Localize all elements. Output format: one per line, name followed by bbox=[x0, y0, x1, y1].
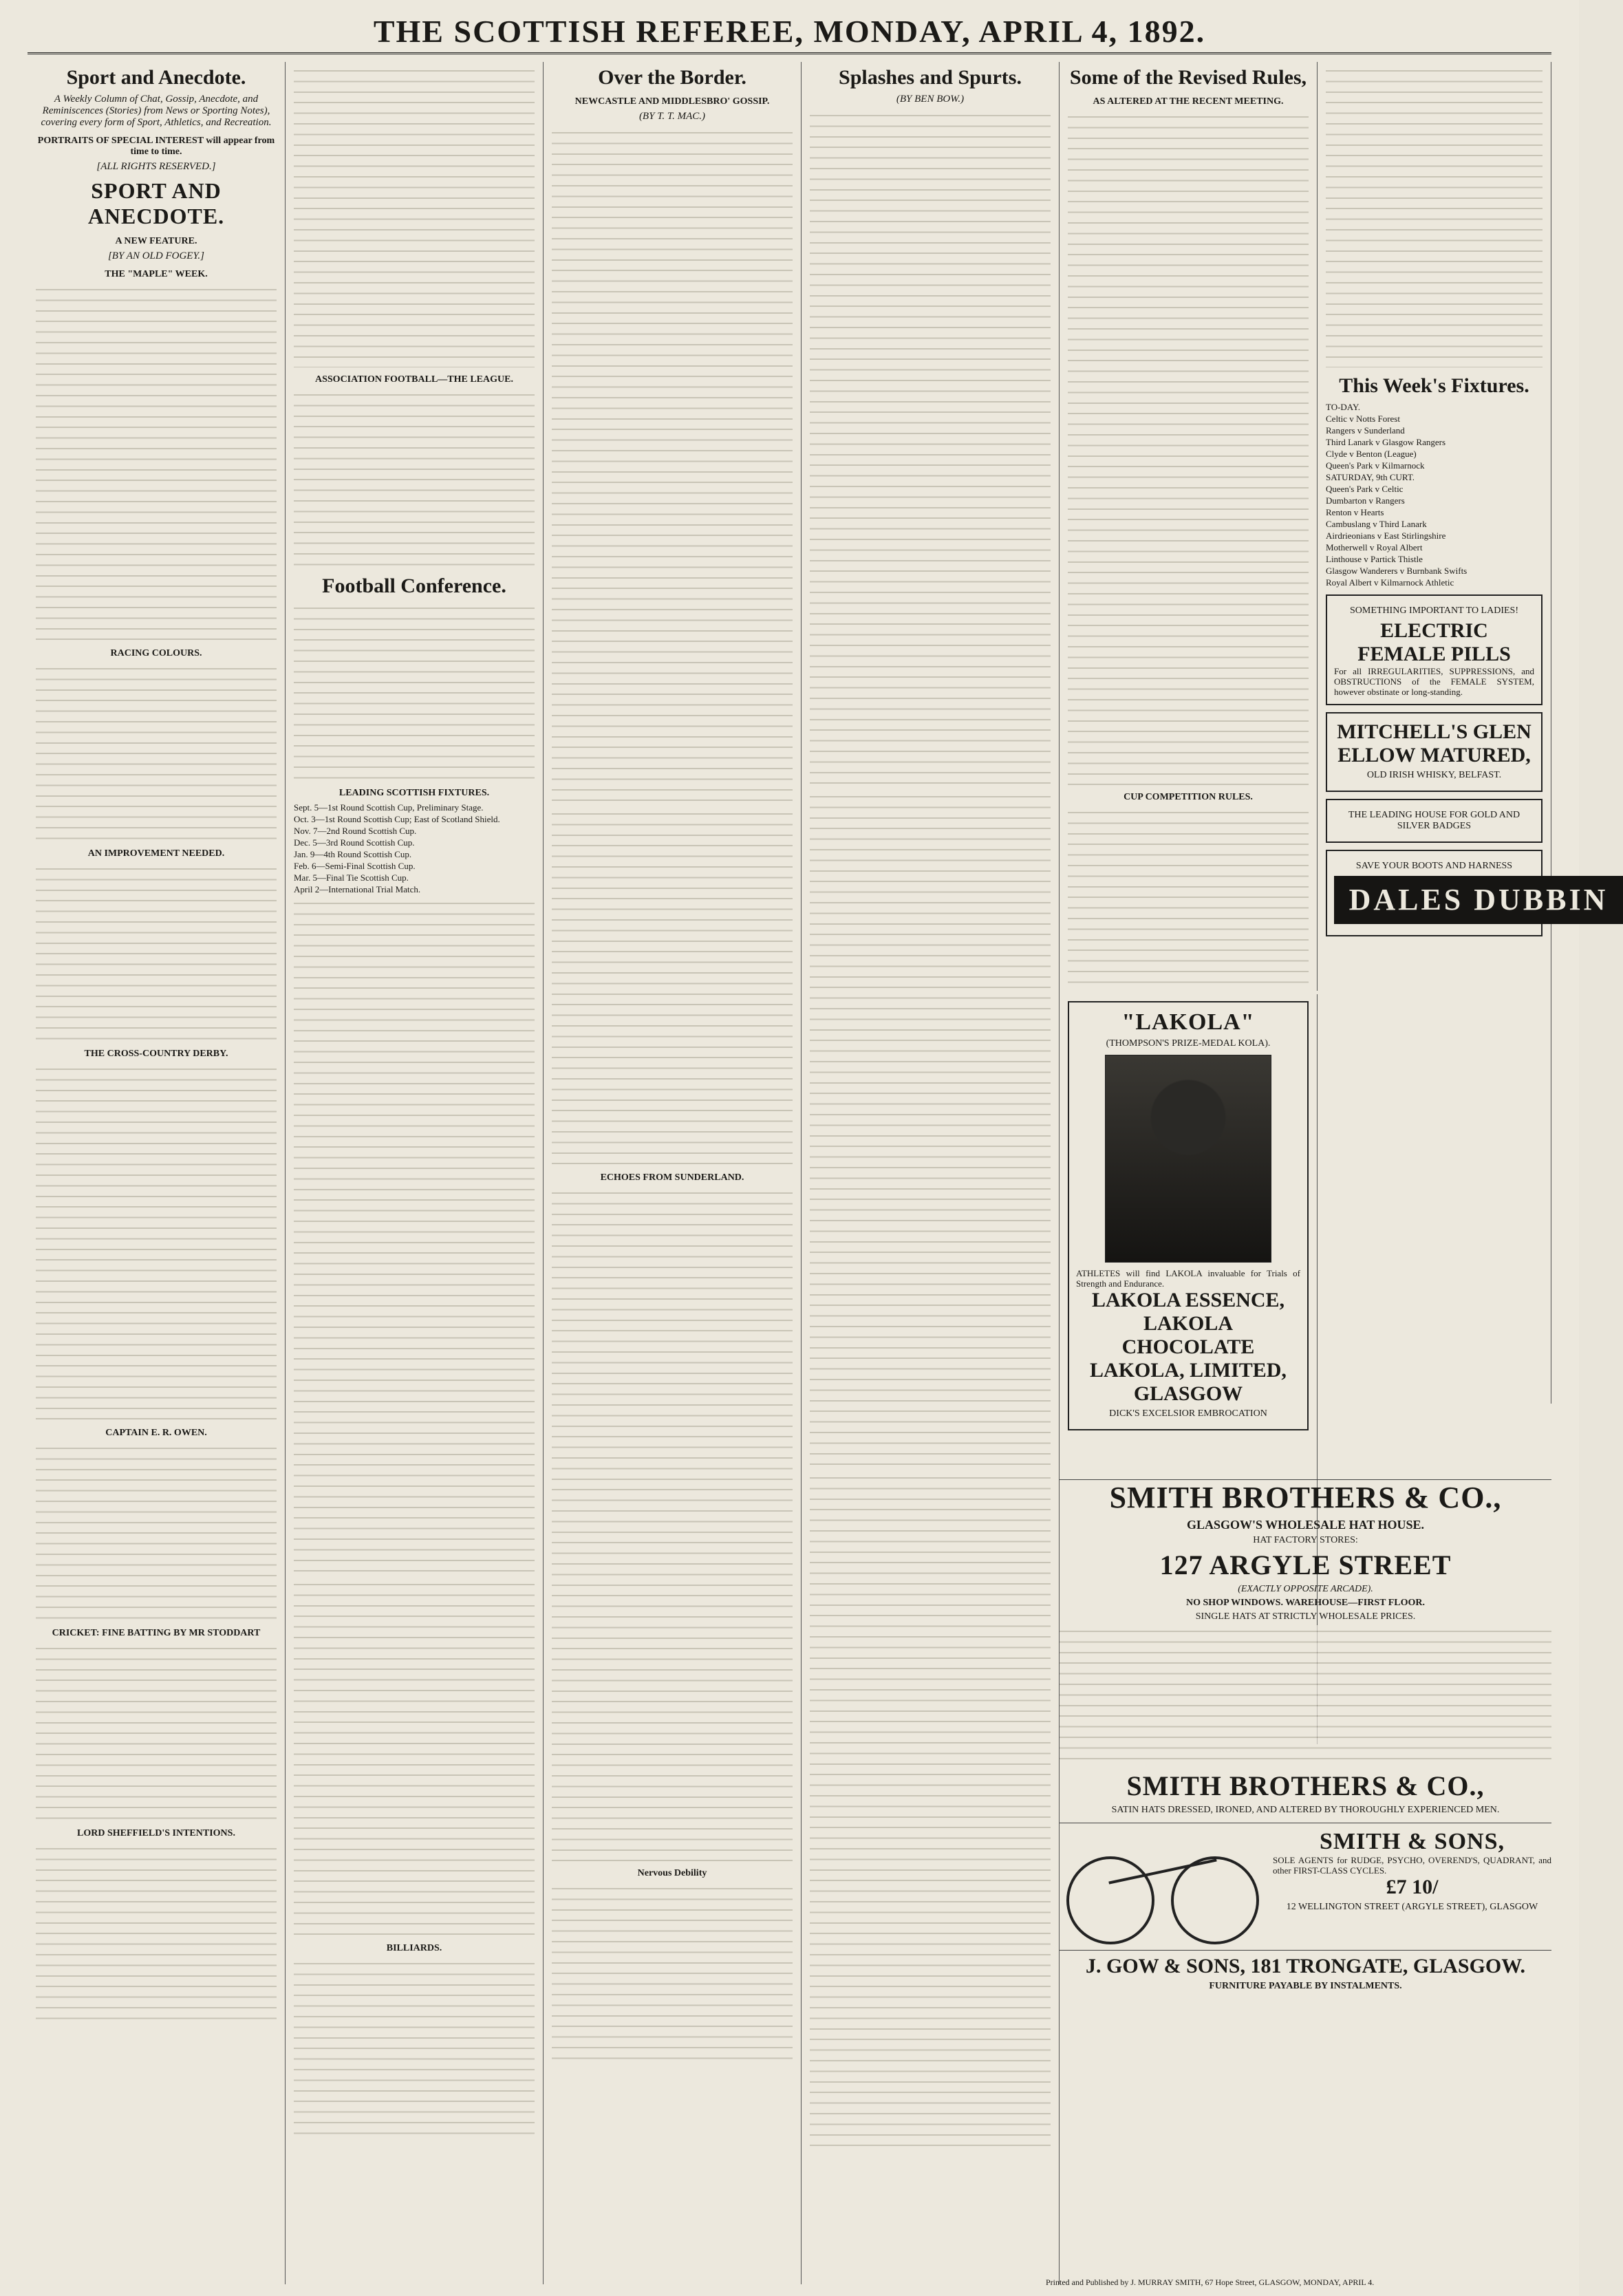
ad-title: J. GOW & SONS, 181 TRONGATE, GLASGOW. bbox=[1085, 1955, 1526, 1977]
wheel-shape bbox=[1171, 1856, 1259, 1944]
fixture-item: Feb. 6—Semi-Final Scottish Cup. bbox=[294, 861, 416, 871]
wheel-shape bbox=[1066, 1856, 1154, 1944]
lakola-box bbox=[1068, 1001, 1309, 1430]
feature-label: A NEW FEATURE. bbox=[115, 236, 197, 246]
fixture-list bbox=[294, 802, 535, 894]
column-heading: Sport and Anecdote. bbox=[66, 66, 246, 89]
subheading: Nervous Debility bbox=[637, 1868, 707, 1878]
subheading: CUP COMPETITION RULES. bbox=[1124, 792, 1253, 802]
column-revised-rules bbox=[1060, 62, 1318, 991]
fixture-item: April 2—International Trial Match. bbox=[294, 884, 421, 894]
ad-title: MITCHELL'S GLEN ELLOW MATURED, bbox=[1337, 720, 1531, 766]
strongman-illustration bbox=[1105, 1055, 1271, 1263]
ad-pre: SOMETHING IMPORTANT TO LADIES! bbox=[1350, 605, 1518, 616]
ad-sub: NO SHOP WINDOWS. WAREHOUSE—FIRST FLOOR. bbox=[1186, 1598, 1425, 1608]
fixture-item: Dumbarton v Rangers bbox=[1326, 495, 1405, 506]
ad-text: For all IRREGULARITIES, SUPPRESSIONS, and OBSTRUCTIONS of the FEMALE SYSTEM, however obstinate or long-standing. bbox=[1334, 666, 1534, 697]
body-text bbox=[810, 1472, 1051, 2146]
ad-text: SOLE AGENTS for RUDGE, PSYCHO, OVEREND'S, QUADRANT, and other FIRST-CLASS CYCLES. bbox=[1273, 1855, 1551, 1876]
column-fixtures-and-ads bbox=[1318, 62, 1609, 1404]
body-text bbox=[294, 1578, 535, 1936]
body-text bbox=[36, 663, 277, 841]
body-text bbox=[810, 109, 1051, 784]
body-text bbox=[36, 1642, 277, 1821]
whisky-advert bbox=[1326, 712, 1543, 792]
weekly-fixtures bbox=[1326, 402, 1543, 588]
fixture-item: Cambuslang v Third Lanark bbox=[1326, 519, 1427, 529]
column-over-the-border bbox=[544, 62, 802, 2284]
column-heading: Some of the Revised Rules, bbox=[1069, 66, 1307, 89]
subheading: LEADING SCOTTISH FIXTURES. bbox=[338, 788, 490, 798]
fixture-item: Royal Albert v Kilmarnock Athletic bbox=[1326, 577, 1454, 588]
body-text bbox=[1068, 806, 1309, 985]
body-text bbox=[36, 1063, 277, 1421]
ad-pre: SAVE YOUR BOOTS AND HARNESS bbox=[1355, 861, 1513, 871]
subheading: NEWCASTLE AND MIDDLESBRO' GOSSIP. bbox=[574, 96, 770, 107]
body-text bbox=[810, 791, 1051, 1465]
ad-sub: OLD IRISH WHISKY, BELFAST. bbox=[1366, 770, 1502, 780]
byline: (BY T. T. MAC.) bbox=[638, 111, 706, 122]
column-football-conference bbox=[286, 62, 544, 2284]
fixture-item: Celtic v Notts Forest bbox=[1326, 414, 1400, 424]
ad-heading: LAKOLA, LIMITED, GLASGOW bbox=[1090, 1359, 1287, 1405]
subheading: AS ALTERED AT THE RECENT MEETING. bbox=[1093, 96, 1284, 107]
fixture-item: Rangers v Sunderland bbox=[1326, 425, 1405, 436]
body-text bbox=[294, 602, 535, 781]
subheading: CRICKET: FINE BATTING BY MR STODDART bbox=[52, 1628, 261, 1638]
ad-sub: HAT FACTORY STORES: bbox=[1253, 1535, 1358, 1545]
ad-sub: GLASGOW'S WHOLESALE HAT HOUSE. bbox=[1186, 1518, 1425, 1532]
bicycle-illustration bbox=[1060, 1829, 1266, 1946]
intro-text: A Weekly Column of Chat, Gossip, Anecdote, and Reminiscences (Stories) from News or Sporting Notes), covering every form of Sport, Athletics, and Recreation. bbox=[41, 94, 272, 128]
imprint: Printed and Published by J. MURRAY SMITH, 67 Hope Street, GLASGOW, MONDAY, APRIL 4. bbox=[1046, 2277, 1375, 2287]
body-text bbox=[36, 863, 277, 1042]
fixture-item: TO-DAY. bbox=[1326, 402, 1360, 412]
subheading: RACING COLOURS. bbox=[110, 648, 202, 658]
fixture-item: Jan. 9—4th Round Scottish Cup. bbox=[294, 849, 412, 859]
body-text bbox=[552, 808, 793, 1166]
subheading: THE "MAPLE" WEEK. bbox=[105, 269, 208, 279]
subheading: ECHOES FROM SUNDERLAND. bbox=[600, 1172, 744, 1183]
byline: (BY BEN BOW.) bbox=[896, 94, 965, 105]
column-splashes-and-spurts bbox=[802, 62, 1060, 2284]
body-text bbox=[294, 897, 535, 1571]
ad-title: SMITH BROTHERS & CO., bbox=[1126, 1770, 1485, 1801]
column-heading: Splashes and Spurts. bbox=[839, 66, 1022, 89]
ad-sub: (THOMPSON'S PRIZE-MEDAL KOLA). bbox=[1106, 1038, 1271, 1049]
column-heading: Football Conference. bbox=[322, 575, 506, 597]
fixture-item: Linthouse v Partick Thistle bbox=[1326, 554, 1423, 564]
body-text bbox=[1068, 111, 1309, 785]
ad-title: THE LEADING HOUSE FOR GOLD AND SILVER BADGES bbox=[1348, 810, 1520, 831]
body-text bbox=[36, 1843, 277, 2021]
ad-sub: (EXACTLY OPPOSITE ARCADE). bbox=[1238, 1584, 1373, 1594]
ad-sub: SINGLE HATS AT STRICTLY WHOLESALE PRICES. bbox=[1195, 1611, 1416, 1622]
fixture-item: Dec. 5—3rd Round Scottish Cup. bbox=[294, 837, 415, 848]
ad-text: ATHLETES will find LAKOLA invaluable for Trials of Strength and Endurance. bbox=[1076, 1268, 1300, 1289]
ad-price: £7 10/ bbox=[1386, 1876, 1439, 1898]
column-heading: Over the Border. bbox=[598, 66, 746, 89]
body-text bbox=[552, 127, 793, 801]
body-text bbox=[36, 1442, 277, 1621]
fixture-item: Airdrieonians v East Stirlingshire bbox=[1326, 530, 1446, 541]
ad-sub: SATIN HATS DRESSED, IRONED, AND ALTERED BY THOROUGHLY EXPERIENCED MEN. bbox=[1111, 1805, 1500, 1815]
masthead bbox=[28, 12, 1551, 54]
fixture-item: Renton v Hearts bbox=[1326, 507, 1384, 517]
rights-note: [ALL RIGHTS RESERVED.] bbox=[96, 161, 216, 172]
ad-address: 127 ARGYLE STREET bbox=[1159, 1549, 1452, 1580]
ad-heading: LAKOLA ESSENCE, bbox=[1091, 1289, 1285, 1311]
badges-advert bbox=[1326, 799, 1543, 843]
ad-address: 12 WELLINGTON STREET (ARGYLE STREET), GLASGOW bbox=[1286, 1902, 1538, 1912]
body-text bbox=[294, 389, 535, 568]
ad-sub: FURNITURE PAYABLE BY INSTALMENTS. bbox=[1209, 1981, 1402, 1991]
price-list bbox=[1060, 1625, 1551, 1763]
fixture-item: Queen's Park v Celtic bbox=[1326, 484, 1404, 494]
dubbin-logo: DALES DUBBIN bbox=[1334, 876, 1623, 924]
fixture-item: Motherwell v Royal Albert bbox=[1326, 542, 1423, 552]
fixture-item: Glasgow Wanderers v Burnbank Swifts bbox=[1326, 566, 1468, 576]
fixture-item: Oct. 3—1st Round Scottish Cup; East of Scotland Shield. bbox=[294, 814, 500, 824]
body-text bbox=[294, 65, 535, 367]
ad-title: "LAKOLA" bbox=[1121, 1009, 1255, 1035]
subheading: THE CROSS-COUNTRY DERBY. bbox=[84, 1049, 228, 1059]
body-text bbox=[552, 1882, 793, 2061]
ad-heading: LAKOLA CHOCOLATE bbox=[1121, 1312, 1255, 1358]
masthead-title: THE SCOTTISH REFEREE, MONDAY, APRIL 4, 1892. bbox=[373, 14, 1206, 49]
embrocation-stamp: DICK'S EXCELSIOR EMBROCATION bbox=[1109, 1408, 1267, 1419]
body-text bbox=[552, 1187, 793, 1861]
dubbin-advert bbox=[1326, 850, 1609, 936]
column-sport-and-anecdote bbox=[28, 62, 286, 2284]
fixture-item: SATURDAY, 9th CURT. bbox=[1326, 472, 1415, 482]
pills-advert bbox=[1326, 594, 1543, 705]
subheading: LORD SHEFFIELD'S INTENTIONS. bbox=[77, 1828, 235, 1838]
cycle-advert bbox=[1060, 1823, 1551, 1946]
subheading: BILLIARDS. bbox=[386, 1943, 442, 1953]
subheading: AN IMPROVEMENT NEEDED. bbox=[87, 848, 225, 859]
section-title: SPORT AND ANECDOTE. bbox=[87, 178, 225, 228]
fixture-item: Clyde v Benton (League) bbox=[1326, 449, 1417, 459]
portraits-note: PORTRAITS OF SPECIAL INTEREST will appear from time to time. bbox=[37, 136, 275, 157]
fixture-item: Third Lanark v Glasgow Rangers bbox=[1326, 437, 1446, 447]
column-heading: This Week's Fixtures. bbox=[1339, 374, 1529, 397]
ad-title: ELECTRIC FEMALE PILLS bbox=[1357, 619, 1511, 665]
fixture-item: Nov. 7—2nd Round Scottish Cup. bbox=[294, 826, 417, 836]
gow-advert bbox=[1060, 1950, 1551, 1992]
subheading: ASSOCIATION FOOTBALL—THE LEAGUE. bbox=[315, 374, 513, 385]
smith-brothers-advert bbox=[1060, 1479, 1551, 2271]
subheading: CAPTAIN E. R. OWEN. bbox=[105, 1428, 207, 1438]
fixture-item: Queen's Park v Kilmarnock bbox=[1326, 460, 1425, 471]
ad-title: SMITH BROTHERS & CO., bbox=[1109, 1481, 1502, 1514]
fixture-item: Sept. 5—1st Round Scottish Cup, Preliminary Stage. bbox=[294, 802, 484, 813]
body-text bbox=[1326, 65, 1543, 367]
fixture-item: Mar. 5—Final Tie Scottish Cup. bbox=[294, 872, 409, 883]
body-text bbox=[294, 1957, 535, 2136]
ad-title: SMITH & SONS, bbox=[1320, 1829, 1505, 1854]
body-text bbox=[36, 283, 277, 641]
byline: [BY AN OLD FOGEY.] bbox=[107, 250, 205, 261]
